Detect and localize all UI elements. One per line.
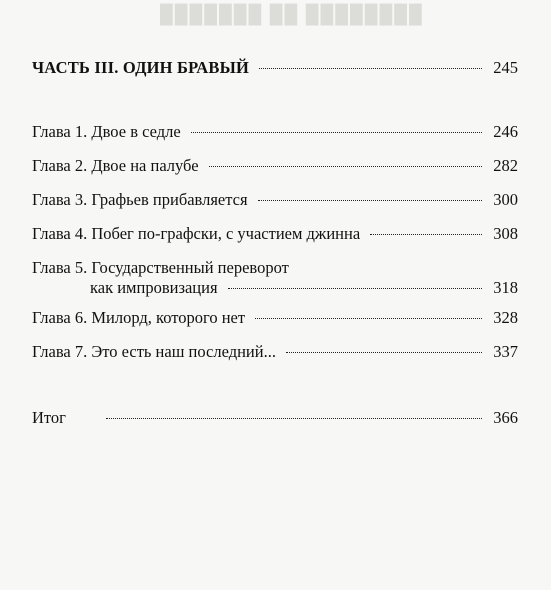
chapter-title: Глава 2. Двое на палубе xyxy=(32,156,199,175)
page-number: 300 xyxy=(493,190,518,209)
toc-chapter-entry xyxy=(32,308,518,328)
dot-leader xyxy=(258,200,482,201)
bleed-through-title: ███████ ██ ████████ xyxy=(160,4,424,24)
toc-chapter-entry xyxy=(32,156,518,176)
dot-leader xyxy=(191,132,482,133)
toc-chapter-entry xyxy=(32,190,518,210)
page-number: 282 xyxy=(493,156,518,175)
part-title: ЧАСТЬ III. ОДИН БРАВЫЙ xyxy=(32,58,250,77)
chapter-title: Глава 6. Милорд, которого нет xyxy=(32,308,246,327)
dot-leader xyxy=(106,418,482,419)
chapter-title: Глава 1. Двое в седле xyxy=(32,122,181,141)
page-number: 318 xyxy=(493,278,518,297)
toc-part-entry xyxy=(32,58,518,78)
toc-chapter-entry-line2 xyxy=(32,278,518,298)
dot-leader xyxy=(286,352,482,353)
page-number: 245 xyxy=(493,58,518,77)
chapter-title-line1: Глава 5. Государственный переворот xyxy=(32,258,289,277)
toc-chapter-entry xyxy=(32,342,518,362)
final-title: Итог xyxy=(32,408,66,427)
page-number: 328 xyxy=(493,308,518,327)
page-number: 308 xyxy=(493,224,518,243)
dot-leader xyxy=(255,318,482,319)
page-number: 337 xyxy=(493,342,518,361)
dot-leader xyxy=(259,68,482,69)
page-number: 366 xyxy=(493,408,518,427)
dot-leader xyxy=(228,288,482,289)
dot-leader xyxy=(209,166,482,167)
toc-chapter-entry-line1 xyxy=(32,258,518,278)
toc-chapter-entry xyxy=(32,122,518,142)
chapter-title: Глава 4. Побег по-графски, с участием джинна xyxy=(32,224,361,243)
toc-final-entry xyxy=(32,408,518,428)
chapter-title-line2: как импровизация xyxy=(90,278,218,297)
page-number: 246 xyxy=(493,122,518,141)
dot-leader xyxy=(370,234,482,235)
chapter-title: Глава 3. Графьев прибавляется xyxy=(32,190,248,209)
toc-chapter-entry xyxy=(32,224,518,244)
chapter-title: Глава 7. Это есть наш последний... xyxy=(32,342,276,361)
